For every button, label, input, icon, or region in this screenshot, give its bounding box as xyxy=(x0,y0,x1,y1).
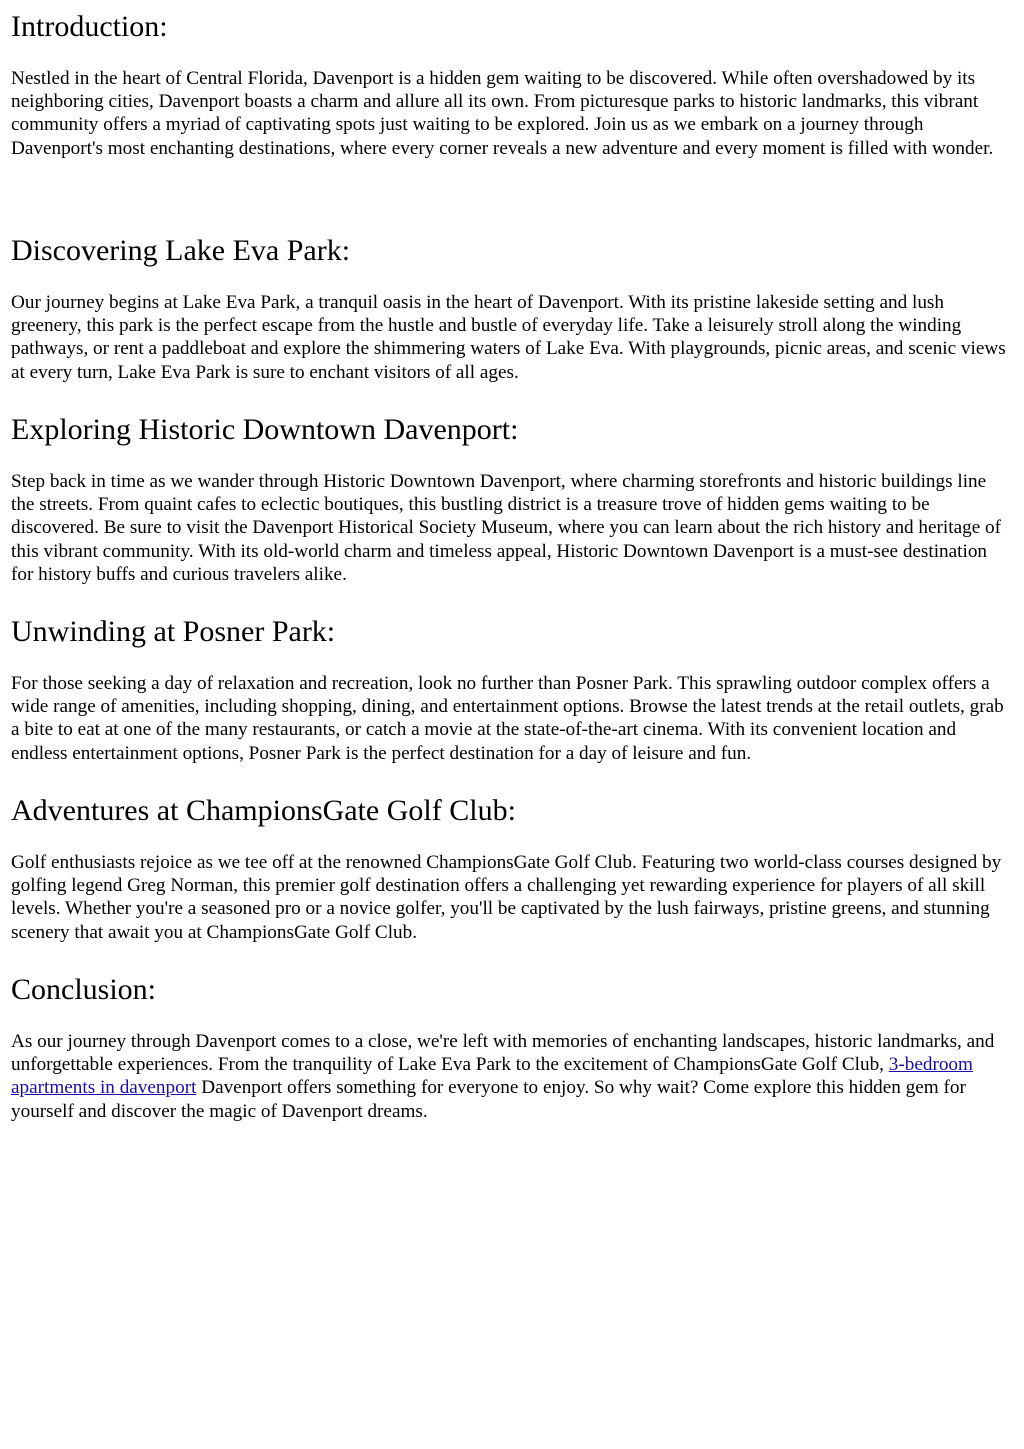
apartments-link[interactable]: 3-bedroom apartments in davenport xyxy=(11,1054,973,1099)
heading-lake-eva-park: Discovering Lake Eva Park: xyxy=(11,234,351,267)
conclusion-text-after-link: Davenport offers something for everyone to enjoy. So why wait? Come explore this hidden gem for yourself and discover the magic of Davenport dreams. xyxy=(11,1077,966,1122)
paragraph-posner-park: For those seeking a day of relaxation and recreation, look no further than Posner Park. This sprawling outdoor complex offers a wide range of amenities, including shopping, dining, and entertainment options. Browse the latest trends at the retail outlets, grab a bite to eat at one of the many restaurants, or catch a movie at the state-of-the-art cinema. With its convenient location and endless entertainment options, Posner Park is the perfect destination for a day of leisure and fun. xyxy=(11,673,1004,764)
heading-historic-downtown: Exploring Historic Downtown Davenport: xyxy=(11,413,519,446)
paragraph-introduction: Nestled in the heart of Central Florida, Davenport is a hidden gem waiting to be discovered. While often overshadowed by its neighboring cities, Davenport boasts a charm and allure all its own. From picturesque parks to historic landmarks, this vibrant community offers a myriad of captivating spots just waiting to be explored. Join us as we embark on a journey through Davenport's most enchanting destinations, where every corner reveals a new adventure and every moment is filled with wonder. xyxy=(11,68,994,159)
paragraph-lake-eva-park: Our journey begins at Lake Eva Park, a tranquil oasis in the heart of Davenport. With its pristine lakeside setting and lush greenery, this park is the perfect escape from the hustle and bustle of everyday life. Take a leisurely stroll along the winding pathways, or rent a paddleboat and explore the shimmering waters of Lake Eva. With playgrounds, picnic areas, and scenic views at every turn, Lake Eva Park is sure to enchant visitors of all ages. xyxy=(11,292,1006,383)
heading-introduction: Introduction: xyxy=(11,10,168,43)
paragraph-conclusion xyxy=(11,1030,1014,1123)
heading-posner-park: Unwinding at Posner Park: xyxy=(11,615,336,648)
section-conclusion xyxy=(11,972,1014,1123)
section-introduction xyxy=(11,9,1014,160)
heading-championsgate: Adventures at ChampionsGate Golf Club: xyxy=(11,794,516,827)
section-historic-downtown xyxy=(11,412,1014,586)
heading-conclusion: Conclusion: xyxy=(11,973,157,1006)
conclusion-text-before-link: As our journey through Davenport comes to a close, we're left with memories of enchanting landscapes, historic landmarks, and unforgettable experiences. From the tranquility of Lake Eva Park to the excitement of ChampionsGate Golf Club, xyxy=(11,1031,995,1076)
paragraph-historic-downtown: Step back in time as we wander through Historic Downtown Davenport, where charming storefronts and historic buildings line the streets. From quaint cafes to eclectic boutiques, this bustling district is a treasure trove of hidden gems waiting to be discovered. Be sure to visit the Davenport Historical Society Museum, where you can learn about the rich history and heritage of this vibrant community. With its old-world charm and timeless appeal, Historic Downtown Davenport is a must-see destination for history buffs and curious travelers alike. xyxy=(11,471,1002,585)
section-lake-eva-park xyxy=(11,233,1014,384)
paragraph-championsgate: Golf enthusiasts rejoice as we tee off at the renowned ChampionsGate Golf Club. Featuring two world-class courses designed by golfing legend Greg Norman, this premier golf destination offers a challenging yet rewarding experience for players of all skill levels. Whether you're a seasoned pro or a novice golfer, you'll be captivated by the lush fairways, pristine greens, and stunning scenery that await you at ChampionsGate Golf Club. xyxy=(11,852,1002,943)
section-posner-park xyxy=(11,614,1014,765)
section-championsgate xyxy=(11,793,1014,944)
